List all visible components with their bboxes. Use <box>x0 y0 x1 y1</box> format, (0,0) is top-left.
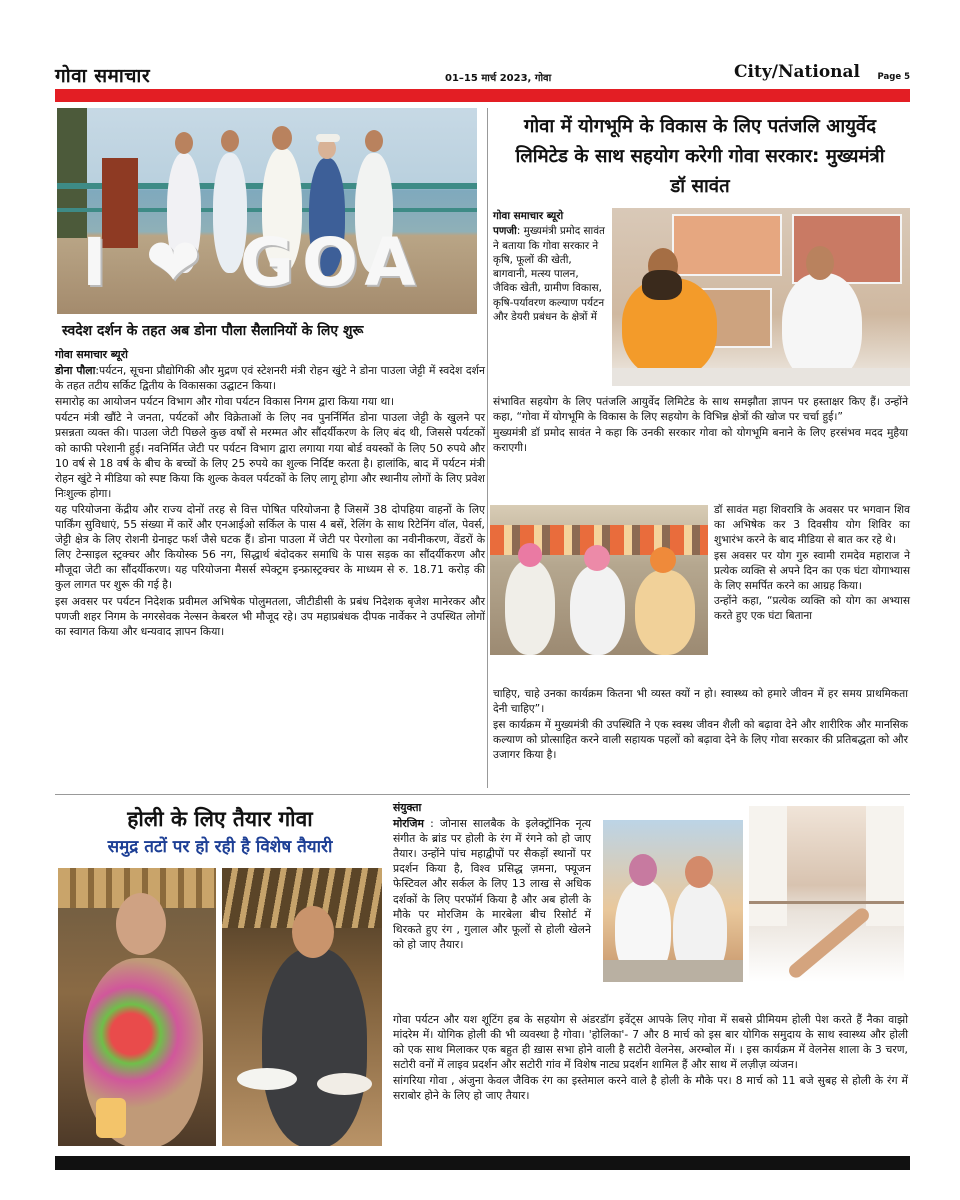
paragraph: सांगरिया गोवा , अंजुना केवल जैविक रंग का इस्तेमाल करने वाले है होली के मौके पर। 8 मार्च को 11 बजे सुबह से होली के रंग में सराबोर होने के लिए हो जाए तैयार। <box>393 1074 908 1103</box>
dateline: डोना पौला <box>55 364 96 378</box>
paragraph: समारोह का आयोजन पर्यटन विभाग और गोवा पर्यटन विकास निगम द्वारा किया गया था। <box>55 395 395 409</box>
byline: संयुक्ता <box>393 801 422 814</box>
paragraph: इस अवसर पर योग गुरु स्वामी रामदेव महाराज ने प्रत्येक व्यक्ति से अपने दिन का एक घंटा योगाभ्यास के लिए समर्पित करने का आग्रह किया। <box>714 549 910 592</box>
paragraph: उन्होंने कहा, “प्रत्येक व्यक्ति को योग का अभ्यास करते हुए एक घंटा बिताना <box>714 595 910 623</box>
paragraph <box>393 816 591 952</box>
newspaper-logo: गोवा समाचार <box>55 65 151 87</box>
issue-date: 01–15 मार्च 2023, गोवा <box>445 73 552 84</box>
holi-colored-man-photo <box>58 868 216 1146</box>
paragraph: इस कार्यक्रम में मुख्यमंत्री की उपस्थिति ने एक स्वस्थ जीवन शैली को बढ़ावा देने और शारीरिक और मानसिक कल्याण को प्रोत्साहित करने वाली सहायक पहलों को बढ़ावा देने के लिए गोवा सरकार की प्रतिबद्धता को और उजागर किया है। <box>493 718 908 761</box>
patanjali-side-column <box>714 503 910 625</box>
paragraph: इस अवसर पर पर्यटन निदेशक प्रवीमल अभिषेक पोलुमतला, जीटीडीसी के प्रबंध निदेशक बृजेश मानेरकर और पणजी शहर निगम के नगरसेवक नेल्सन केबरल भी मौजूद रहे। उप महाप्रबंधक दीपक नार्वेकर ने उपस्थित लोगों का स्वागत किया और धन्यवाद ज्ञापन किया। <box>55 594 485 638</box>
patanjali-closing <box>493 686 908 763</box>
header-red-bar <box>55 89 910 102</box>
holi-intro <box>393 800 591 953</box>
paragraph: संभावित सहयोग के लिए पतंजलि आयुर्वेद लिमिटेड के साथ समझौता ज्ञापन पर हस्ताक्षर किए हैं। उन्होंने कहा, “गोवा में योगभूमि के विकास के लिए सहयोग के विभिन्न क्षेत्रों की खोज पर चर्चा हुई।” <box>493 395 908 423</box>
paragraph-text: : जोनास सालबैक के इलेक्ट्रॉनिक नृत्य संगीत के ब्रांड पर होली के रंग में रंगने को हो जाए तैयार। उन्होंने पांच महाद्वीपों पर सैकड़ों स्थानों पर प्रदर्शन किया है, विश्व प्रसिद्ध ज़मना, फ्यूजन फेस्टिवल और सर्कल के लिए 13 लाख से अधिक दर्शकों के लिए परफॉर्म किया है और अब होली के मौके पर मोरजिम के मारबेला बीच रिसोर्ट में थिरकते हुए रंग , गुलाल और फूलों से होली खेलने को हो जाए तैयार। <box>393 817 591 951</box>
paragraph: गोवा पर्यटन और यश शूटिंग हब के सहयोग से अंडरडॉग इवेंट्स आपके लिए गोवा में सबसे प्रीमियम होली पेश करते हैं नैका वाझो मांदरेम में। योगिक होली की भी व्यवस्था है गोवा। 'होलिका'- 7 और 8 मार्च को इस बार योगिक समुदाय के साथ स्वास्थ्य और होली को एक साथ मिलाकर एक बहुत ही ख़ास सभा होने वाली है सटोरी वेलनेस, अरम्बोल में। । इस कार्यक्रम में वेलनेस शाला के 3 चरण, सटोरी वनों में लाइव प्रदर्शन और सटोरी गांव में विशेष नाट्य प्रदर्शन शामिल हैं और साथ में लज़ीज़ व्यंजन। <box>393 1013 908 1072</box>
paragraph: पर्यटन मंत्री खौंटे ने जनता, पर्यटकों और विक्रेताओं के लिए नव पुनर्निर्मित डोना पाउला जेट्टी के खुलने पर प्रसन्नता व्यक्त की। पाउला जेटी पिछले कुछ वर्षों से मरम्मत और सौंदर्यीकरण के लिए बंद थी, जिससे पर्यटकों को काफी परेशानी हुई। नवनिर्मित जेटी पर पर्यटन विभाग द्वारा लगाया गया बोर्ड वयस्कों के लिए 50 रुपये और 10 वर्ष से 18 वर्ष के बीच के बच्चों के लिए 25 रुपये का शुल्क निर्दिष्ट करता है। हालांकि, बाद में पर्यटन मंत्री रोहन खुंटे ने मीडिया को स्पष्ट किया कि शुल्क केवल पर्यटकों के लिए लागू होगा और स्थानीय लोगों के लिए प्रवेश निःशुल्क होगा। <box>55 411 485 500</box>
patanjali-headline: गोवा में योगभूमि के विकास के लिए पतंजलि आयुर्वेद लिमिटेड के साथ सहयोग करेगी गोवा सरकार: मुख्यमंत्री डॉ सावंत <box>515 116 885 197</box>
holi-headline: होली के लिए तैयार गोवा <box>127 807 313 831</box>
page-number: Page 5 <box>877 72 910 82</box>
patanjali-intro <box>493 209 605 325</box>
holi-women-photo <box>603 820 743 982</box>
byline: गोवा समाचार ब्यूरो <box>493 210 564 222</box>
patanjali-body <box>493 394 908 456</box>
column-divider <box>487 108 488 788</box>
byline: गोवा समाचार ब्यूरो <box>55 348 128 361</box>
masthead <box>55 60 910 90</box>
dateline: पणजी <box>493 225 517 238</box>
paragraph: यह परियोजना केंद्रीय और राज्य दोनों तरह से वित्त पोषित परियोजना है जिसमें 38 दोपहिया वाहनों के लिए पार्किंग सुविधाएं, 55 संख्या में कारें और एनआईओ सर्किल के पास 4 बसें, रेलिंग के साथ रिटेनिंग वॉल, पेवर्स, जेट्टी क्षेत्र के लिए रोशनी ग्रेनाइट फर्श जैसे घटक हैं। डोना पाउला में जेटी पर पेरगोला का नवीनीकरण, वेंडरों के लिए टेन्साइल स्ट्रक्चर और कियोस्क 56 नग, सिद्धार्थ बंदोदकर समाधि के पास सड़क का सौंदर्यीकरण और मौजूदा जेटी का सौंदर्यीकरण। यह परियोजना मैसर्स स्पेक्ट्रम इन्फ्रास्ट्रक्चर के माध्यम से रु. 18.71 करोड़ की कुल लागत पर शुरू की गई है। <box>55 502 485 592</box>
section-name: City/National <box>734 62 860 82</box>
paragraph <box>493 224 605 324</box>
paragraph: डॉ सावंत महा शिवरात्रि के अवसर पर भगवान शिव का अभिषेक कर 3 दिवसीय योग शिविर का शुभारंभ करने के बाद मीडिया से बात कर रहे थे। <box>714 504 910 546</box>
dona-paula-photo <box>57 108 477 314</box>
holi-smiling-man-photo <box>222 868 382 1146</box>
dateline: मोरजिम <box>393 817 424 831</box>
i-love-goa-sign: I ❤ GOA <box>82 224 424 301</box>
paragraph <box>55 363 485 393</box>
dona-paula-body <box>55 347 485 640</box>
ramdev-sawant-photo <box>612 208 910 386</box>
section-divider <box>55 794 910 795</box>
yoga-camp-audience-photo <box>490 505 708 655</box>
paragraph: चाहिए, चाहे उनका कार्यक्रम कितना भी व्यस्त क्यों न हो। स्वास्थ्य को हमारे जीवन में हर समय प्राथमिकता देनी चाहिए”। <box>493 687 908 715</box>
holi-subheadline: समुद्र तटों पर हो रही है विशेष तैयारी <box>107 837 333 857</box>
paragraph-text: : मुख्यमंत्री प्रमोद सावंत ने बताया कि गोवा सरकार ने कृषि, फूलों की खेती, बागवानी, मत्स्य पालन, जैविक खेती, ग्रामीण विकास, कृषि-पर्यावरण कल्याण पर्यटन और डेयरी प्रबंधन के क्षेत्रों में <box>493 225 605 324</box>
holi-body <box>393 1012 908 1105</box>
dona-paula-headline: स्वदेश दर्शन के तहत अब डोना पौला सैलानियों के लिए शुरू <box>62 323 364 339</box>
beach-cabana-photo <box>749 806 904 982</box>
footer-black-bar <box>55 1156 910 1170</box>
paragraph-text: :पर्यटन, सूचना प्रौद्योगिकी और मुद्रण एवं स्टेशनरी मंत्री रोहन खुंटे ने डोना पाउला जेट्टी में स्वदेश दर्शन के तहत तटीय सर्किट द्वितीय के विकासका उद्घाटन किया। <box>55 364 485 393</box>
paragraph: मुख्यमंत्री डॉ प्रमोद सावंत ने कहा कि उनकी सरकार गोवा को योगभूमि बनाने के लिए हरसंभव मदद मुहैया कराएगी। <box>493 426 908 454</box>
